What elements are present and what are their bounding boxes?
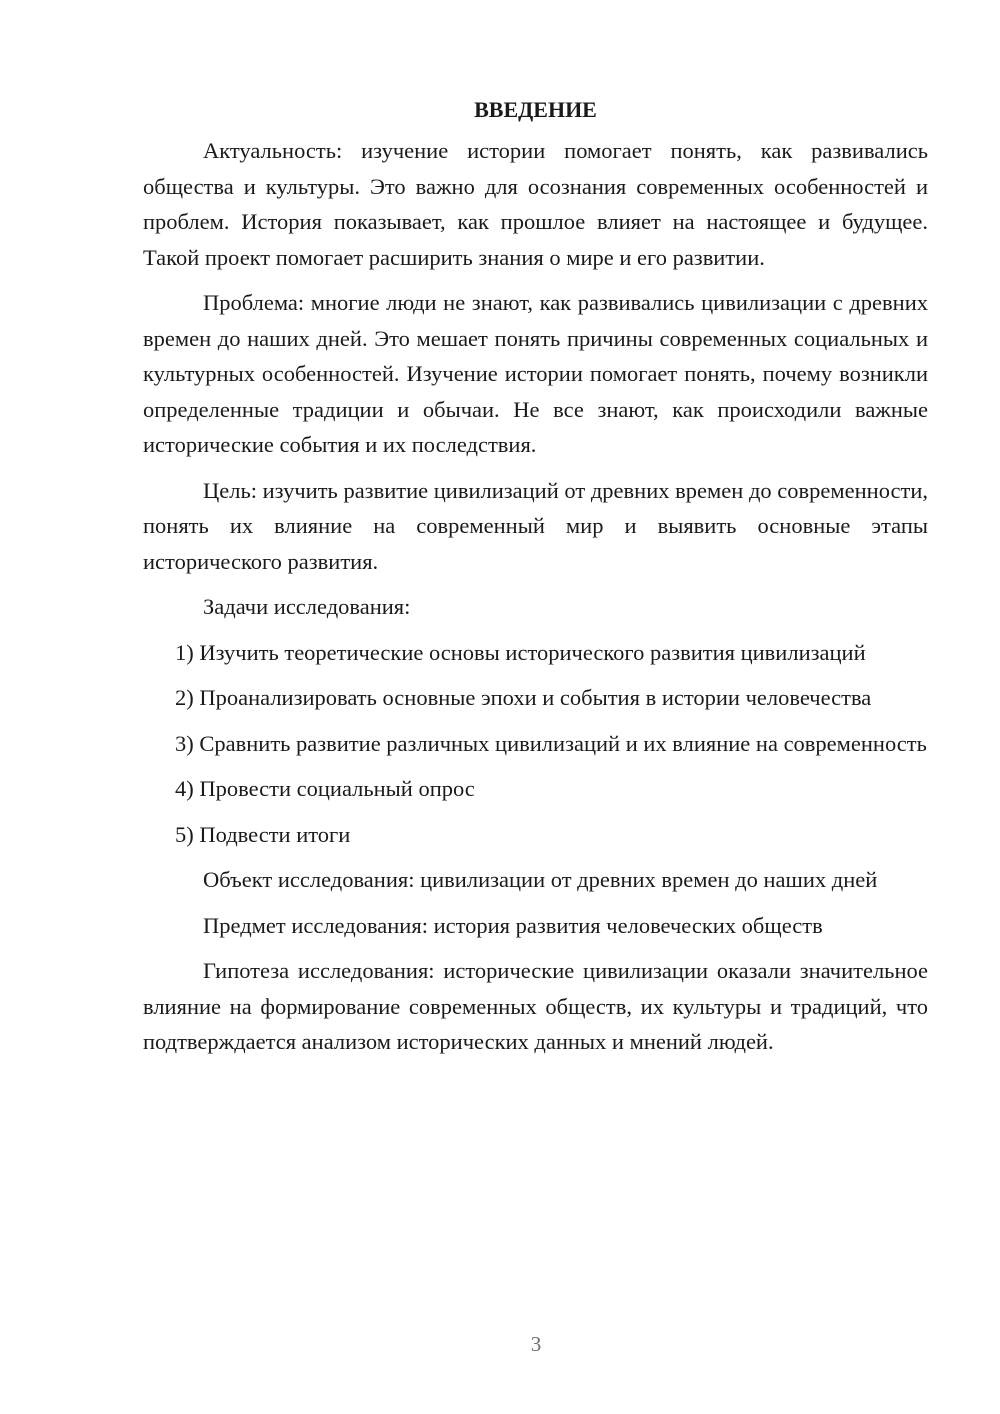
page-title: ВВЕДЕНИЕ: [474, 97, 597, 122]
task-item: 3) Сравнить развитие различных цивилизаций и их влияние на современность: [175, 730, 927, 756]
tasks-heading: Задачи исследования:: [203, 594, 411, 619]
relevance-paragraph: Актуальность: изучение истории помогает понять, как развивались общества и культуры. Это важно для осознания современных особенностей и проблем. История показывает, как прошлое влияет на настоящее и будущее. Такой проект помогает расширить знания о мире и его развитии.: [143, 138, 928, 270]
subject-paragraph: Предмет исследования: история развития человеческих обществ: [203, 912, 823, 938]
task-item: 2) Проанализировать основные эпохи и события в истории человечества: [175, 685, 872, 710]
task-item: 1) Изучить теоретические основы исторического развития цивилизаций: [175, 639, 866, 665]
problem-paragraph: Проблема: многие люди не знают, как развивались цивилизации с древних времен до наших дней. Это мешает понять причины современных социальных и культурных особенностей. Изучение истории помогает понять, почему возникли определенные традиции и обычаи. Не все знают, как происходили важные исторические события и их последствия.: [143, 290, 928, 457]
page-number: 3: [530, 1332, 542, 1356]
object-paragraph: Объект исследования: цивилизации от древних времен до наших дней: [203, 867, 878, 892]
goal-paragraph: Цель: изучить развитие цивилизаций от древних времен до современности, понять их влияние на современный мир и выявить основные этапы исторического развития.: [143, 477, 928, 574]
task-item: 4) Провести социальный опрос: [175, 776, 475, 801]
hypothesis-paragraph: Гипотеза исследования: исторические цивилизации оказали значительное влияние на формирование современных обществ, их культуры и традиций, что подтверждается анализом исторических данных и мнений людей.: [143, 958, 928, 1054]
document-page: [143, 92, 928, 1070]
task-item: 5) Подвести итоги: [175, 821, 351, 847]
